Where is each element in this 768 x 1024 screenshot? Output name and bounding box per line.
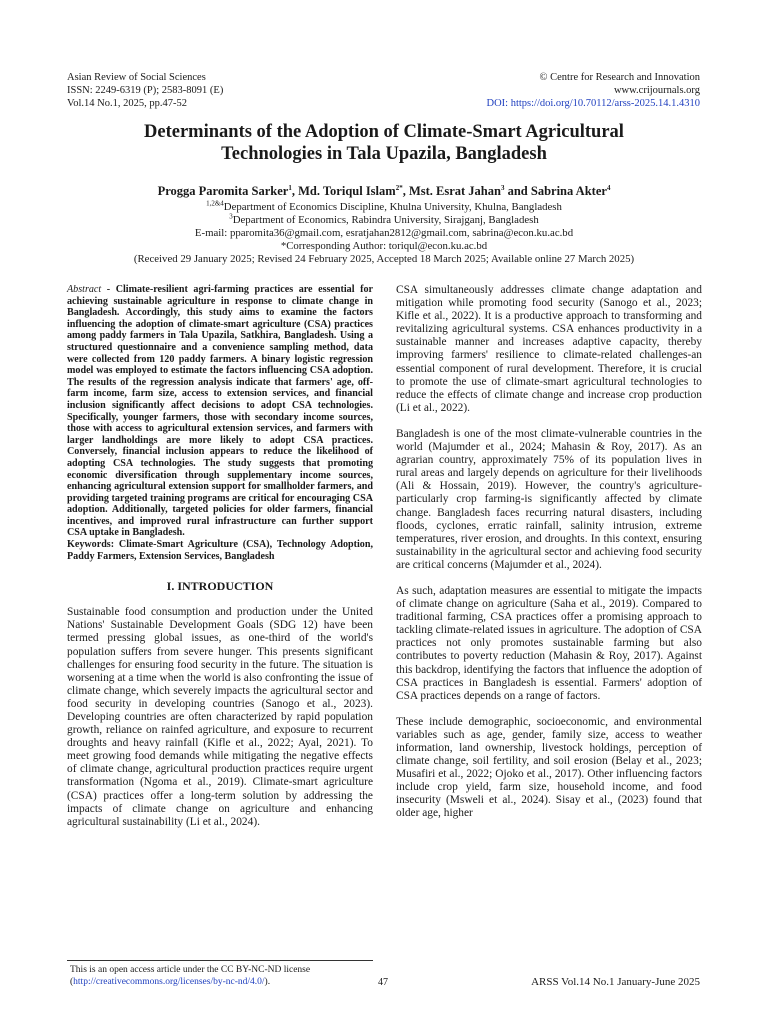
affiliations bbox=[60, 201, 708, 266]
corresponding-author: *Corresponding Author: toriqul@econ.ku.ac.bd bbox=[280, 240, 488, 252]
author-emails: E-mail: pparomita36@gmail.com, esratjahan2812@gmail.com, sabrina@econ.ku.ac.bd bbox=[194, 227, 574, 239]
keywords: Keywords: Climate-Smart Agriculture (CSA), Technology Adoption, Paddy Farmers, Extension Services, Bangladesh bbox=[67, 539, 373, 562]
affiliation-mark: 3 bbox=[229, 212, 233, 221]
author-affiliation-mark: 4 bbox=[606, 183, 611, 192]
doi-link[interactable]: DOI: https://doi.org/10.70112/arss-2025.14.1.4310 bbox=[486, 98, 700, 109]
journal-info bbox=[67, 71, 223, 110]
abstract bbox=[67, 284, 373, 539]
journal-name: Asian Review of Social Sciences bbox=[67, 72, 206, 83]
license-link-line bbox=[70, 976, 310, 988]
left-column bbox=[67, 284, 373, 829]
affiliation-1 bbox=[60, 201, 708, 214]
author-name: Md. Toriqul Islam bbox=[298, 184, 396, 198]
journal-issn: ISSN: 2249-6319 (P); 2583-8091 (E) bbox=[67, 85, 224, 96]
author-list bbox=[60, 184, 708, 199]
journal-footer: ARSS Vol.14 No.1 January-June 2025 bbox=[531, 976, 700, 988]
paragraph: Sustainable food consumption and production under the United Nations' Sustainable Development Goals (SDG 12) have been termed pressing global issues, as one-third of the world's population suffers from severe hunger. This presents significant challenges for ensuring food security in the future. The situation is worsening at a time when the world is also confronting the issue of climate change, which severely impacts the agricultural sector and food security in developing countries (Sanogo et al., 2023). Developing countries are often characterized by rapid population growth, reliance on rainfed agriculture, and exposure to recurrent droughts and heavy rainfall (Kifle et al., 2022; Ayal, 2021). To meet growing food demands while mitigating the negative effects of climate change, agricultural production practices require urgent transformation (Ngoma et al., 2019). Climate-smart agriculture (CSA) practices offer a long-term solution by addressing the impacts of climate change on agriculture and enhancing agricultural sustainability (Li et al., 2024). bbox=[67, 606, 373, 828]
paren-close: ). bbox=[264, 977, 271, 987]
right-column bbox=[396, 284, 702, 834]
paren-open: ( bbox=[70, 977, 74, 987]
article-history: (Received 29 January 2025; Revised 24 February 2025, Accepted 18 March 2025; Available online 27 March 2025) bbox=[133, 253, 635, 265]
paragraph: These include demographic, socioeconomic, and environmental variables such as age, gender, family size, access to weather information, land ownership, livestock holdings, perception of climate change, soil fertility, and soil erosion (Belay et al., 2023; Musafiri et al., 2022; Ojoko et al., 2017). Other influencing factors include crop yield, farm size, household income, and food insecurity (Msweli et al., 2024). Sisay et al., (2023) found that older age, higher bbox=[396, 715, 702, 820]
abstract-label: Abstract bbox=[67, 284, 102, 295]
author-affiliation-mark: 2* bbox=[395, 183, 403, 192]
affiliation-text: Department of Economics, Rabindra University, Sirajganj, Bangladesh bbox=[232, 214, 539, 226]
abstract-text: - Climate-resilient agri-farming practices are essential for achieving sustainable agriculture in response to climate change in Bangladesh. Accordingly, this study aims to examine the factors influencing the adoption of climate-smart agriculture (CSA) practices among paddy farmers in Tala Upazila, Satkhira, Bangladesh. Using a structured questionnaire and a convenience sampling method, data were collected from 120 paddy farmers. A binary logistic regression model was employed to estimate the factors influencing CSA adoption. The results of the regression analysis indicate that farmers' age, off-farm income, farm size, access to extension services, and financial inclusion significantly affect decisions to adopt CSA technologies. Specifically, younger farmers, those with secondary income sources, those with access to agricultural extension services, and farmers with larger landholdings are more likely to adopt CSA practices. Conversely, financial inclusion appears to reduce the likelihood of adopting CSA technologies. The study suggests that promoting economic diversification through supplementary income sources, enhancing agricultural extension support for smallholder farmers, and providing targeted training programs are critical for encouraging CSA adoption. Additionally, targeted policies for older farmers, financial incentives, and improved rural infrastructure can further support CSA uptake in Bangladesh. bbox=[67, 284, 373, 539]
author-name: Progga Paromita Sarker bbox=[157, 184, 289, 198]
affiliation-mark: 1,2&4 bbox=[206, 199, 224, 208]
author-affiliation-mark: 3 bbox=[500, 183, 505, 192]
paragraph: CSA simultaneously addresses climate change adaptation and mitigation while promoting food security (Sanogo et al., 2023; Kifle et al., 2022). It is a productive approach to transforming and revitalizing agricultural systems. CSA enhances productivity in a sustainable manner and increases adaptive capacity, thereby improving farmers' resilience to climate-related challenges-an essential component of rural development. Therefore, it is crucial to promote the use of climate-smart agricultural technologies to reduce the effects of climate change and increase crop production (Li et al., 2022). bbox=[396, 284, 702, 414]
section-heading: I. INTRODUCTION bbox=[166, 579, 274, 594]
author-name: Mst. Esrat Jahan bbox=[408, 184, 501, 198]
author-separator: and bbox=[504, 184, 531, 198]
title-line: Determinants of the Adoption of Climate-Smart Agricultural bbox=[144, 122, 624, 142]
license-note bbox=[70, 964, 310, 988]
title-line: Technologies in Tala Upazila, Bangladesh bbox=[221, 144, 547, 164]
journal-volume: Vol.14 No.1, 2025, pp.47-52 bbox=[67, 98, 187, 109]
publisher-website[interactable]: www.crijournals.org bbox=[613, 85, 700, 96]
paragraph: Bangladesh is one of the most climate-vulnerable countries in the world (Majumder et al., 2024; Mahasin & Roy, 2017). As an agrarian country, approximately 75% of its population lives in rural areas and largely depends on agriculture for their livelihoods (Ali & Hossain, 2019). However, the country's agriculture-particularly crop farming-is significantly affected by climate change. Bangladesh faces recurring natural disasters, including floods, cyclones, erratic rainfall, salinity intrusion, extreme temperatures, river erosion, and droughts. In this context, ensuring sustainability in the agricultural sector and achieving food security are critical concerns (Majumder et al., 2024). bbox=[396, 427, 702, 571]
affiliation-text: Department of Economics Discipline, Khulna University, Khulna, Bangladesh bbox=[223, 201, 562, 213]
paragraph: As such, adaptation measures are essential to mitigate the impacts of climate change on agriculture (Saha et al., 2019). Compared to traditional farming, CSA practices offer a promising approach to tackling climate-related issues in agriculture. The adoption of CSA practices not only promotes sustainable farming but also contributes to poverty reduction (Mahasin & Roy, 2017). Against this backdrop, identifying the factors that influence the adoption of CSA practices in Bangladesh is essential. Farmers' adoption of CSA practices depends on a range of factors. bbox=[396, 584, 702, 702]
author-separator: , bbox=[402, 184, 409, 198]
author-name: Sabrina Akter bbox=[530, 184, 607, 198]
license-text: This is an open access article under the CC BY-NC-ND license bbox=[70, 965, 311, 975]
paper-title bbox=[60, 121, 708, 165]
page-number: 47 bbox=[378, 977, 388, 988]
publisher-name: © Centre for Research and Innovation bbox=[539, 72, 700, 83]
author-separator: , bbox=[291, 184, 299, 198]
affiliation-2 bbox=[60, 214, 708, 227]
author-affiliation-mark: 1 bbox=[288, 183, 292, 192]
publisher-info bbox=[487, 71, 701, 110]
footnote-divider bbox=[67, 960, 373, 961]
license-link[interactable]: http://creativecommons.org/licenses/by-nc-nd/4.0/ bbox=[73, 977, 265, 987]
